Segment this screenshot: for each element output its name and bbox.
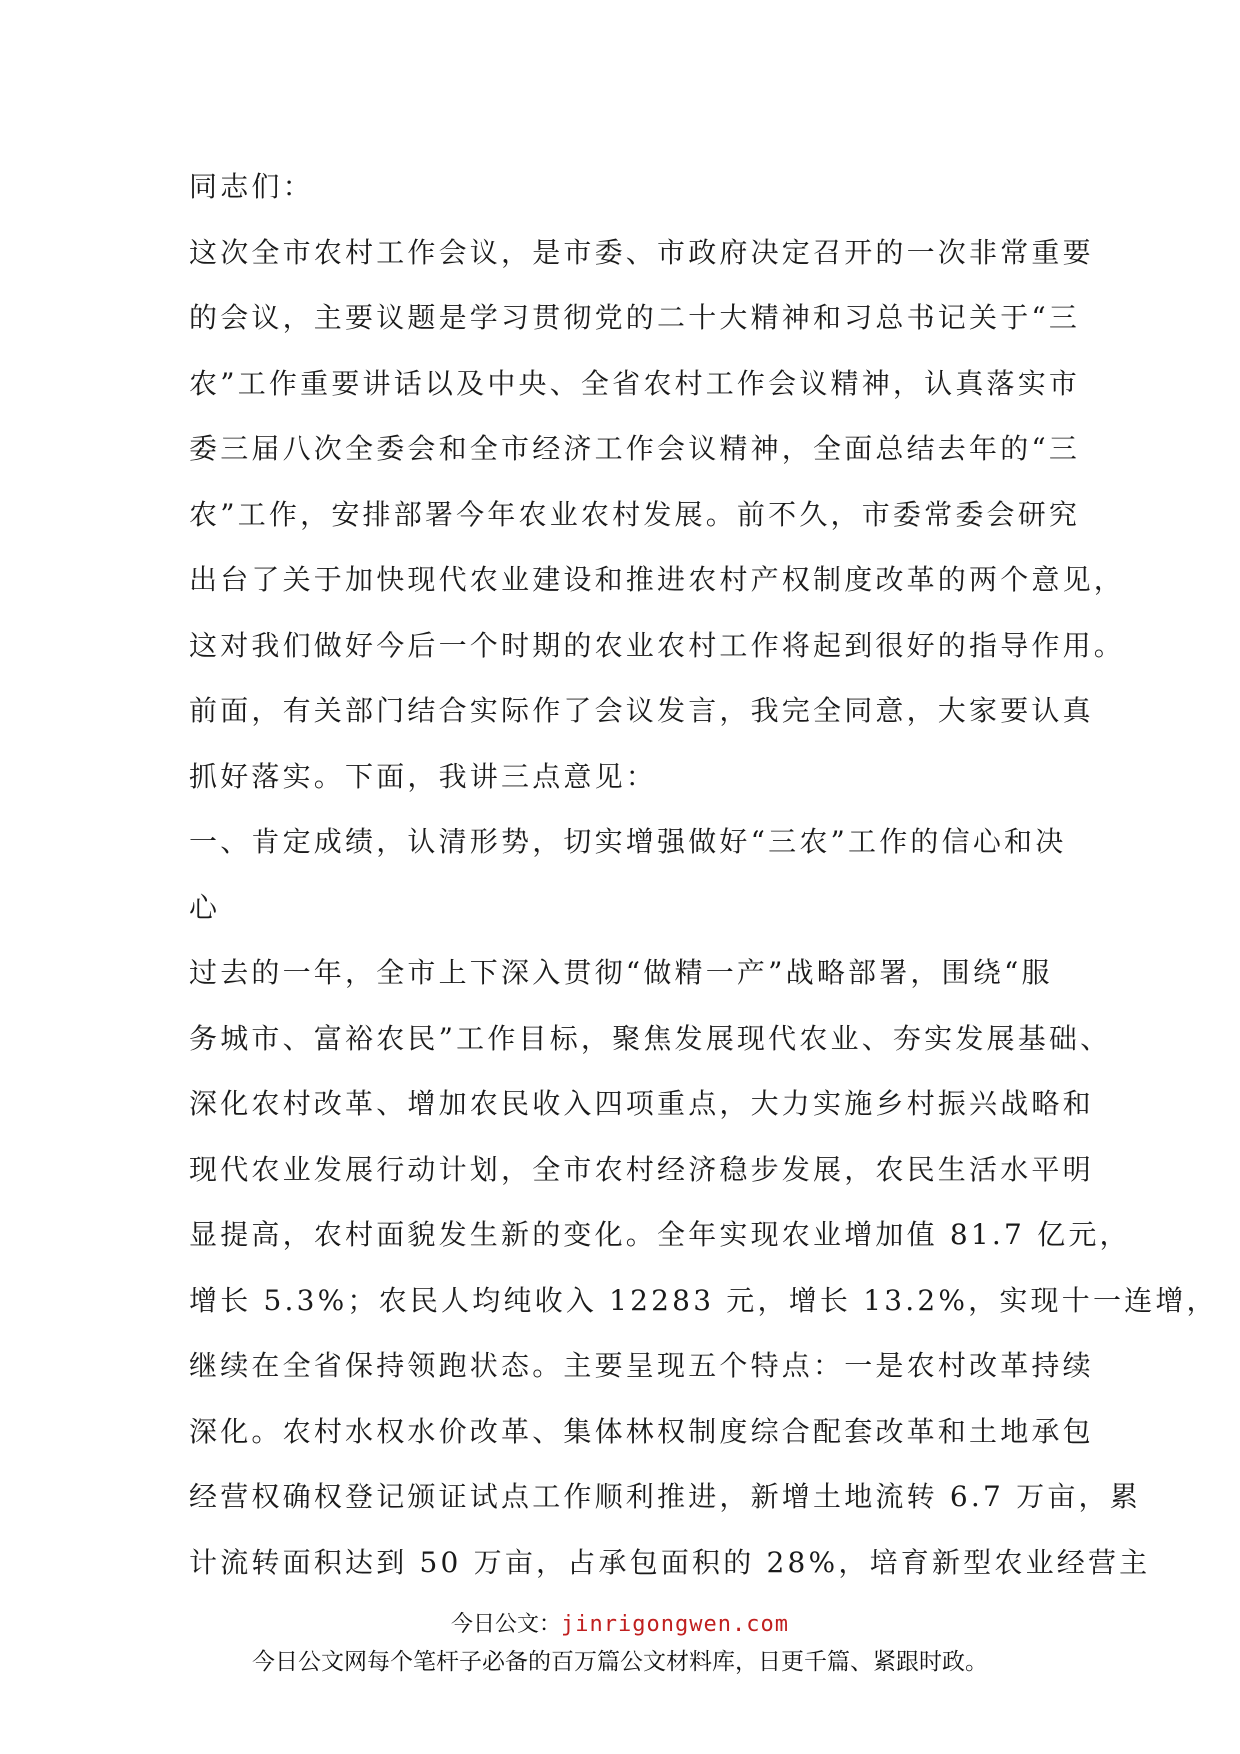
text-line: 这对我们做好今后一个时期的农业农村工作将起到很好的指导作用。 [189, 628, 1126, 662]
text-line: 过去的一年，全市上下深入贯彻“做精一产”战略部署，围绕“服 [189, 956, 1053, 989]
text-line: 的会议，主要议题是学习贯彻党的二十大精神和习总书记关于“三 [189, 301, 1081, 334]
text-line: 抓好落实。下面，我讲三点意见： [189, 759, 658, 793]
text-line: 出台了关于加快现代农业建设和推进农村产权制度改革的两个意见， [189, 563, 1126, 596]
section-heading-line: 一、肯定成绩，认清形势，切实增强做好“三农”工作的信心和决 [189, 825, 1067, 858]
text-line: 深化农村改革、增加农民收入四项重点，大力实施乡村振兴战略和 [189, 1087, 1094, 1120]
footer-site-line [0, 1607, 1240, 1638]
footer-site-label: 今日公文： [451, 1612, 562, 1637]
text-line: 继续在全省保持领跑状态。主要呈现五个特点：一是农村改革持续 [189, 1349, 1094, 1382]
text-line: 计流转面积达到 50 万亩，占承包面积的 28%，培育新型农业经营主 [189, 1545, 1151, 1579]
text-line: 增长 5.3%；农民人均纯收入 12283 元，增长 13.2%，实现十一连增， [189, 1283, 1218, 1317]
text-line: 现代农业发展行动计划，全市农村经济稳步发展，农民生活水平明 [189, 1152, 1094, 1186]
text-line: 农”工作重要讲话以及中央、全省农村工作会议精神，认真落实市 [189, 366, 1081, 400]
document-body [189, 154, 1218, 1595]
footer-slogan: 今日公文网每个笔杆子必备的百万篇公文材料库，日更千篇、紧跟时政。 [252, 1649, 988, 1675]
footer-site-link[interactable]: jinrigongwen.com [561, 1612, 789, 1637]
text-line: 农”工作，安排部署今年农业农村发展。前不久，市委常委会研究 [189, 497, 1081, 531]
text-line: 这次全市农村工作会议，是市委、市政府决定召开的一次非常重要 [189, 235, 1094, 269]
text-line: 务城市、富裕农民”工作目标，聚焦发展现代农业、夯实发展基础、 [189, 1021, 1112, 1055]
text-line: 前面，有关部门结合实际作了会议发言，我完全同意，大家要认真 [189, 694, 1094, 727]
text-line: 委三届八次全委会和全市经济工作会议精神，全面总结去年的“三 [189, 432, 1081, 465]
text-line: 经营权确权登记颁证试点工作顺利推进，新增土地流转 6.7 万亩，累 [189, 1480, 1141, 1513]
section-heading-line: 心 [189, 890, 221, 924]
text-line: 同志们： [189, 170, 314, 203]
text-line: 深化。农村水权水价改革、集体林权制度综合配套改革和土地承包 [189, 1414, 1094, 1448]
text-line: 显提高，农村面貌发生新的变化。全年实现农业增加值 81.7 亿元， [189, 1218, 1131, 1251]
